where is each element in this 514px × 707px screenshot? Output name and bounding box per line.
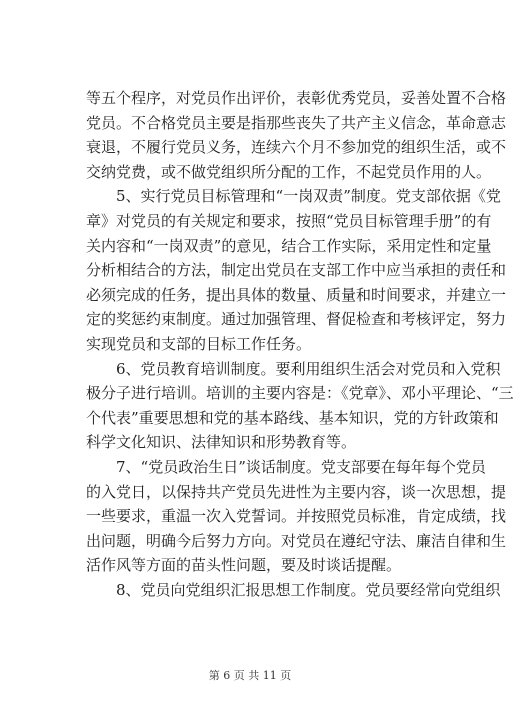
text-line: 实现党员和支部的目标工作任务。 (86, 334, 312, 353)
text-line: 出问题，明确今后努力方向。对党员在遵纪守法、廉洁自律和生 (86, 531, 507, 550)
paragraph-start-line: 6、党员教育培训制度。要利用组织生活会对党员和入党积 (116, 359, 501, 378)
page-footer (0, 667, 500, 683)
text-line: 的入党日，以保持共产党员先进性为主要内容，谈一次思想，提 (86, 482, 507, 501)
text-line: 党员。不合格党员主要是指那些丧失了共产主义信念，革命意志 (86, 113, 507, 132)
page-number: 第 6 页 共 11 页 (208, 669, 292, 682)
text-line: 极分子进行培训。培训的主要内容是：《党章》、邓小平理论、“三 (86, 384, 514, 403)
text-line: 分析相结合的方法，制定出党员在支部工作中应当承担的责任和 (86, 261, 507, 280)
text-line: 个代表”重要思想和党的基本路线、基本知识，党的方针政策和 (86, 408, 499, 427)
text-line: 等五个程序，对党员作出评价，表彰优秀党员，妥善处置不合格 (86, 89, 507, 107)
paragraph-start-line: 7、“党员政治生日”谈话制度。党支部要在每年每个党员 (116, 457, 486, 476)
text-line: 章》对党员的有关规定和要求，按照“党员目标管理手册”的有 (86, 211, 492, 230)
text-line: 活作风等方面的苗头性问题，要及时谈话提醒。 (86, 556, 402, 575)
paragraph-start-line: 8、党员向党组织汇报思想工作制度。党员要经常向党组织 (116, 580, 501, 599)
body-text (86, 86, 514, 602)
text-line: 关内容和“一岗双责”的意见，结合工作实际，采用定性和定量 (86, 236, 492, 255)
text-line: 交纳党费，或不做党组织所分配的工作，不起党员作用的人。 (86, 162, 492, 181)
text-line: 定的奖惩约束制度。通过加强管理、督促检查和考核评定，努力 (86, 310, 507, 329)
text-line: 科学文化知识、法律知识和形势教育等。 (86, 433, 357, 452)
paragraph-start-line: 5、实行党员目标管理和“一岗双责”制度。党支部依据《党 (116, 187, 501, 206)
text-line: 衰退，不履行党员义务，连续六个月不参加党的组织生活，或不 (86, 138, 507, 157)
text-line: 一些要求，重温一次入党誓词。并按照党员标准，肯定成绩，找 (86, 507, 507, 526)
text-line: 必须完成的任务，提出具体的数量、质量和时间要求，并建立一 (86, 285, 507, 304)
